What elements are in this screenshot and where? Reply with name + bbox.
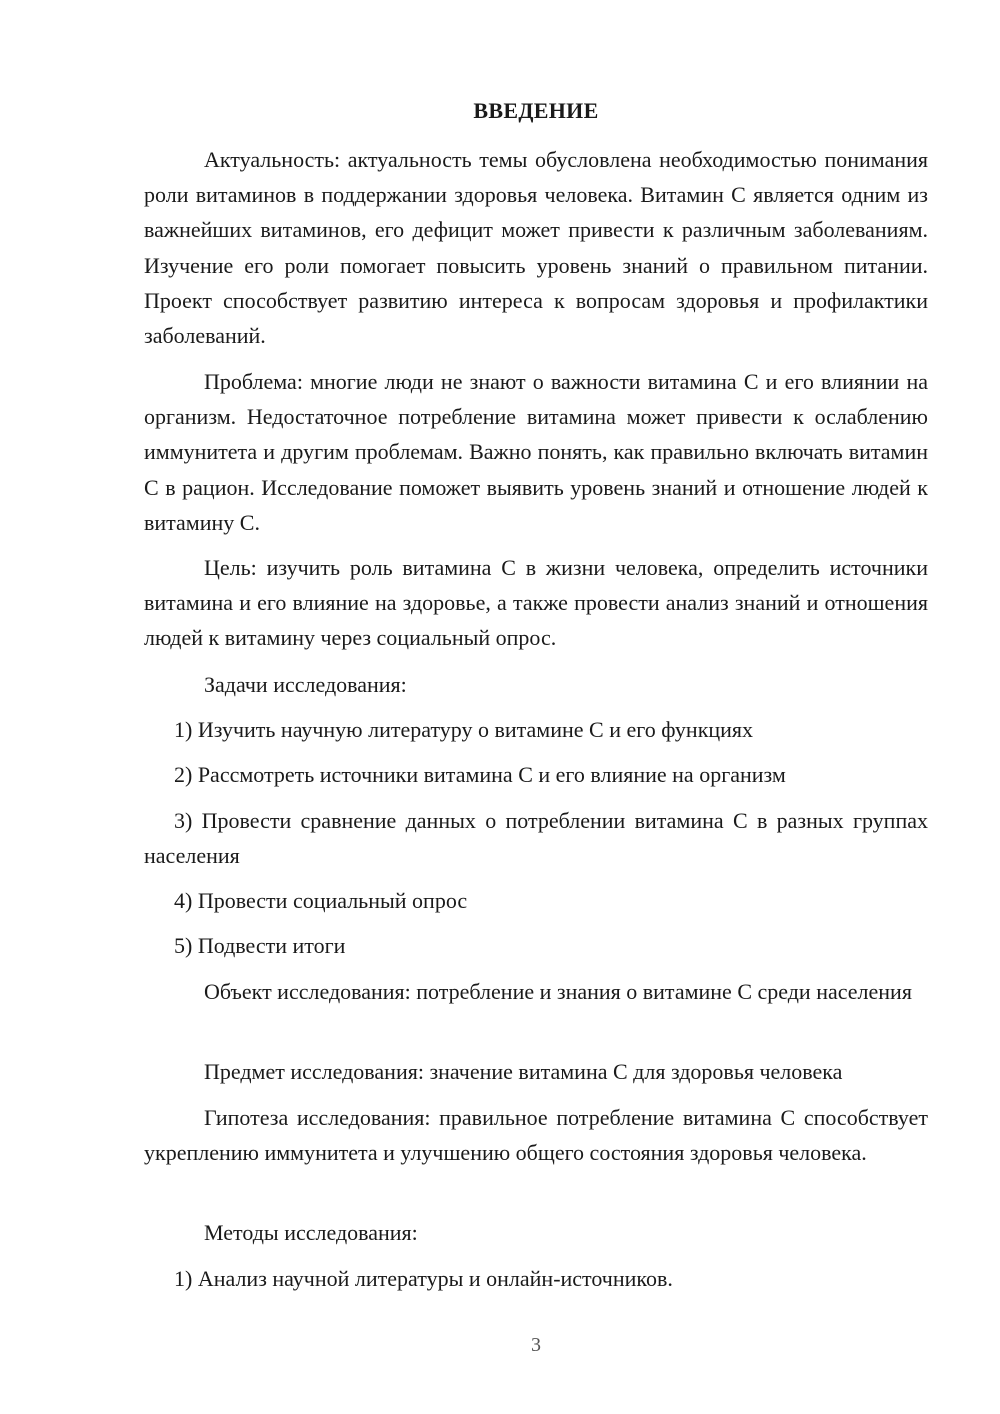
list-item-task-1: 1) Изучить научную литературу о витамине С и его функциях (174, 717, 754, 742)
section-title: ВВЕДЕНИЕ (473, 98, 599, 123)
paragraph-problem: Проблема: многие люди не знают о важности витамина С и его влиянии на организм. Недостаточное потребление витамина может привести к ослаблению иммунитета и другим проблемам. Важно понять, как правильно включать витамин С в рацион. Исследование поможет выявить уровень знаний и отношение людей к витамину С. (144, 369, 928, 535)
paragraph-goal: Цель: изучить роль витамина С в жизни человека, определить источники витамина и его влияние на здоровье, а также провести анализ знаний и отношения людей к витамину через социальный опрос. (144, 555, 928, 651)
paragraph-subject: Предмет исследования: значение витамина С для здоровья человека (204, 1059, 843, 1084)
list-item-task-3: 3) Провести сравнение данных о потреблении витамина С в разных группах населения (144, 808, 928, 869)
paragraph-object: Объект исследования: потребление и знания о витамине С среди населения (204, 979, 912, 1004)
list-item-task-5: 5) Подвести итоги (174, 933, 346, 958)
paragraph-relevance: Актуальность: актуальность темы обусловлена необходимостью понимания роли витаминов в поддержании здоровья человека. Витамин С является одним из важнейших витаминов, его дефицит может привести к различным заболеваниям. Изучение его роли помогает повысить уровень знаний о правильном питании. Проект способствует развитию интереса к вопросам здоровья и профилактики заболеваний. (144, 147, 928, 349)
document-page (144, 0, 928, 1414)
paragraph-hypothesis: Гипотеза исследования: правильное потребление витамина С способствует укреплению иммунитета и улучшению общего состояния здоровья человека. (144, 1105, 928, 1166)
paragraph-tasks-heading: Задачи исследования: (204, 672, 407, 697)
list-item-method-1: 1) Анализ научной литературы и онлайн-источников. (174, 1266, 673, 1291)
paragraph-methods-heading: Методы исследования: (204, 1220, 418, 1245)
page-number: 3 (531, 1334, 541, 1356)
list-item-task-2: 2) Рассмотреть источники витамина С и его влияние на организм (174, 762, 786, 787)
list-item-task-4: 4) Провести социальный опрос (174, 888, 468, 913)
